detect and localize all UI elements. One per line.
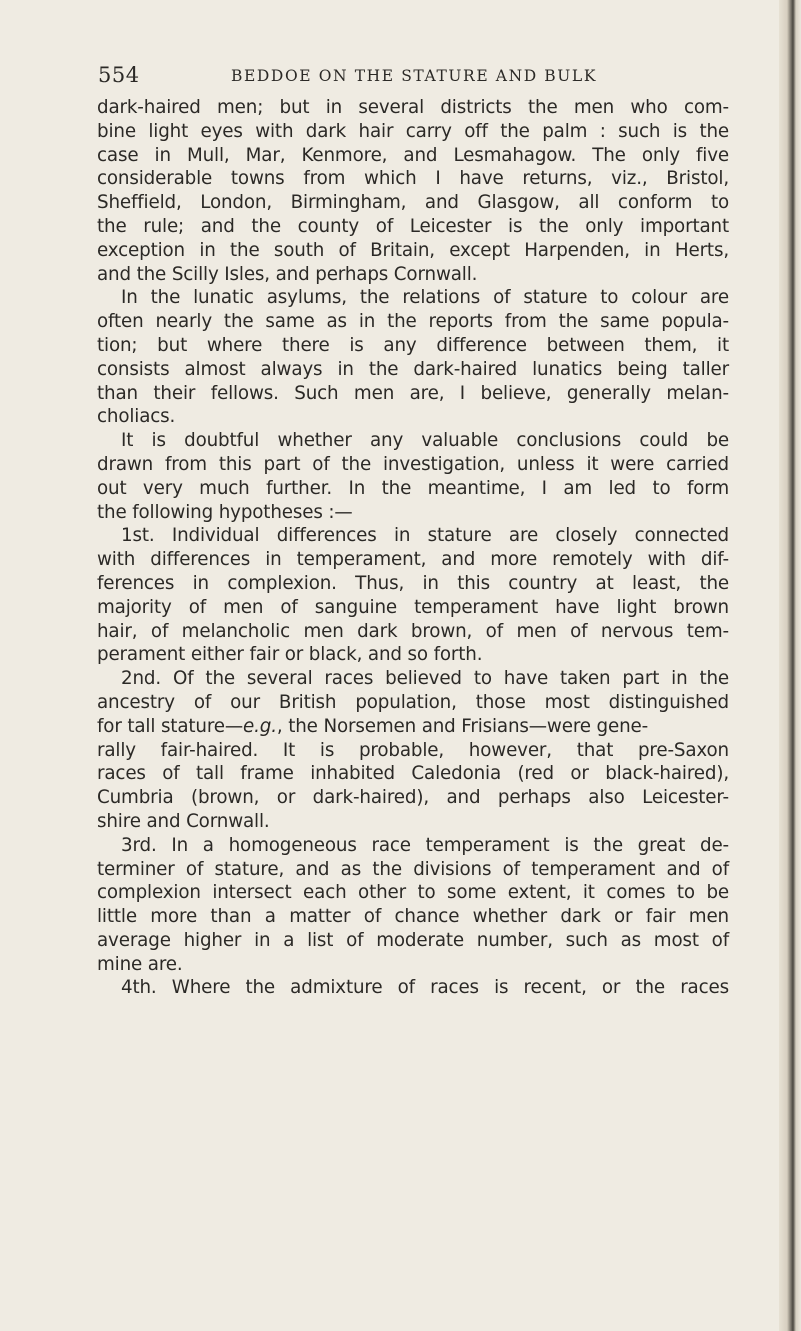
text-line: Sheffield, London, Birmingham, and Glasgow, all conform to	[97, 192, 729, 214]
text-line: drawn from this part of the investigation, unless it were carried	[97, 453, 729, 475]
running-title: BEDDOE ON THE STATURE AND BULK	[231, 67, 598, 85]
text-line: 3rd. In a homogeneous race temperament is the great de-	[121, 834, 729, 856]
text-line: consists almost always in the dark-haired lunatics being taller	[97, 358, 729, 380]
text-line: dark-haired men; but in several districts the men who com-	[97, 97, 729, 118]
text-line: 4th. Where the admixture of races is recent, or the races	[121, 977, 729, 999]
text-line: 1st. Individual differences in stature are closely connected	[121, 525, 729, 547]
text-line: case in Mull, Mar, Kenmore, and Lesmahagow. The only five	[97, 144, 729, 166]
text-line: often nearly the same as in the reports from the same popula-	[97, 311, 729, 333]
text-line: Cumbria (brown, or dark-haired), and perhaps also Leicester-	[97, 787, 729, 809]
text-line: It is doubtful whether any valuable conclusions could be	[121, 430, 729, 452]
text-fragment: for tall stature—	[97, 715, 244, 737]
text-line: ferences in complexion. Thus, in this country at least, the	[97, 572, 729, 594]
text-line: out very much further. In the meantime, I am led to form	[97, 477, 729, 499]
text-line: ancestry of our British population, those most distinguished	[97, 691, 729, 713]
text-line: with differences in temperament, and more remotely with dif-	[97, 549, 729, 571]
text-line: the rule; and the county of Leicester is the only important	[97, 215, 729, 237]
text-line: perament either fair or black, and so forth.	[97, 644, 483, 666]
text-line: mine are.	[97, 953, 183, 975]
italic-abbreviation: e.g.	[243, 715, 277, 737]
text-line: In the lunatic asylums, the relations of stature to colour are	[121, 287, 729, 309]
text-line: exception in the south of Britain, except Harpenden, in Herts,	[97, 239, 729, 261]
text-line: terminer of stature, and as the divisions of temperament and of	[97, 858, 729, 880]
text-line: choliacs.	[97, 406, 176, 428]
text-line: complexion intersect each other to some extent, it comes to be	[97, 882, 729, 904]
text-line: considerable towns from which I have returns, viz., Bristol,	[97, 168, 729, 190]
text-line: rally fair-haired. It is probable, however, that pre-Saxon	[97, 739, 729, 761]
text-line: shire and Cornwall.	[97, 810, 270, 832]
page-header	[98, 63, 726, 93]
text-line: tion; but where there is any difference between them, it	[97, 334, 729, 356]
text-line: and the Scilly Isles, and perhaps Cornwall.	[97, 263, 478, 285]
text-line	[97, 715, 729, 739]
text-line: 2nd. Of the several races believed to have taken part in the	[121, 668, 729, 690]
text-line: the following hypotheses :—	[97, 501, 353, 523]
text-line: hair, of melancholic men dark brown, of men of nervous tem-	[97, 620, 729, 642]
text-line: races of tall frame inhabited Caledonia (red or black-haired),	[97, 763, 729, 785]
text-line: majority of men of sanguine temperament have light brown	[97, 596, 729, 618]
text-fragment: , the Norsemen and Frisians—were gene-	[276, 715, 649, 737]
text-line: bine light eyes with dark hair carry off the palm : such is the	[97, 120, 729, 142]
text-line: little more than a matter of chance whether dark or fair men	[97, 906, 729, 928]
text-line: than their fellows. Such men are, I believe, generally melan-	[97, 382, 729, 404]
page-binding-edge	[779, 0, 801, 1331]
page-number: 554	[98, 63, 140, 87]
text-line: average higher in a list of moderate number, such as most of	[97, 929, 729, 951]
body-text	[97, 96, 729, 1000]
